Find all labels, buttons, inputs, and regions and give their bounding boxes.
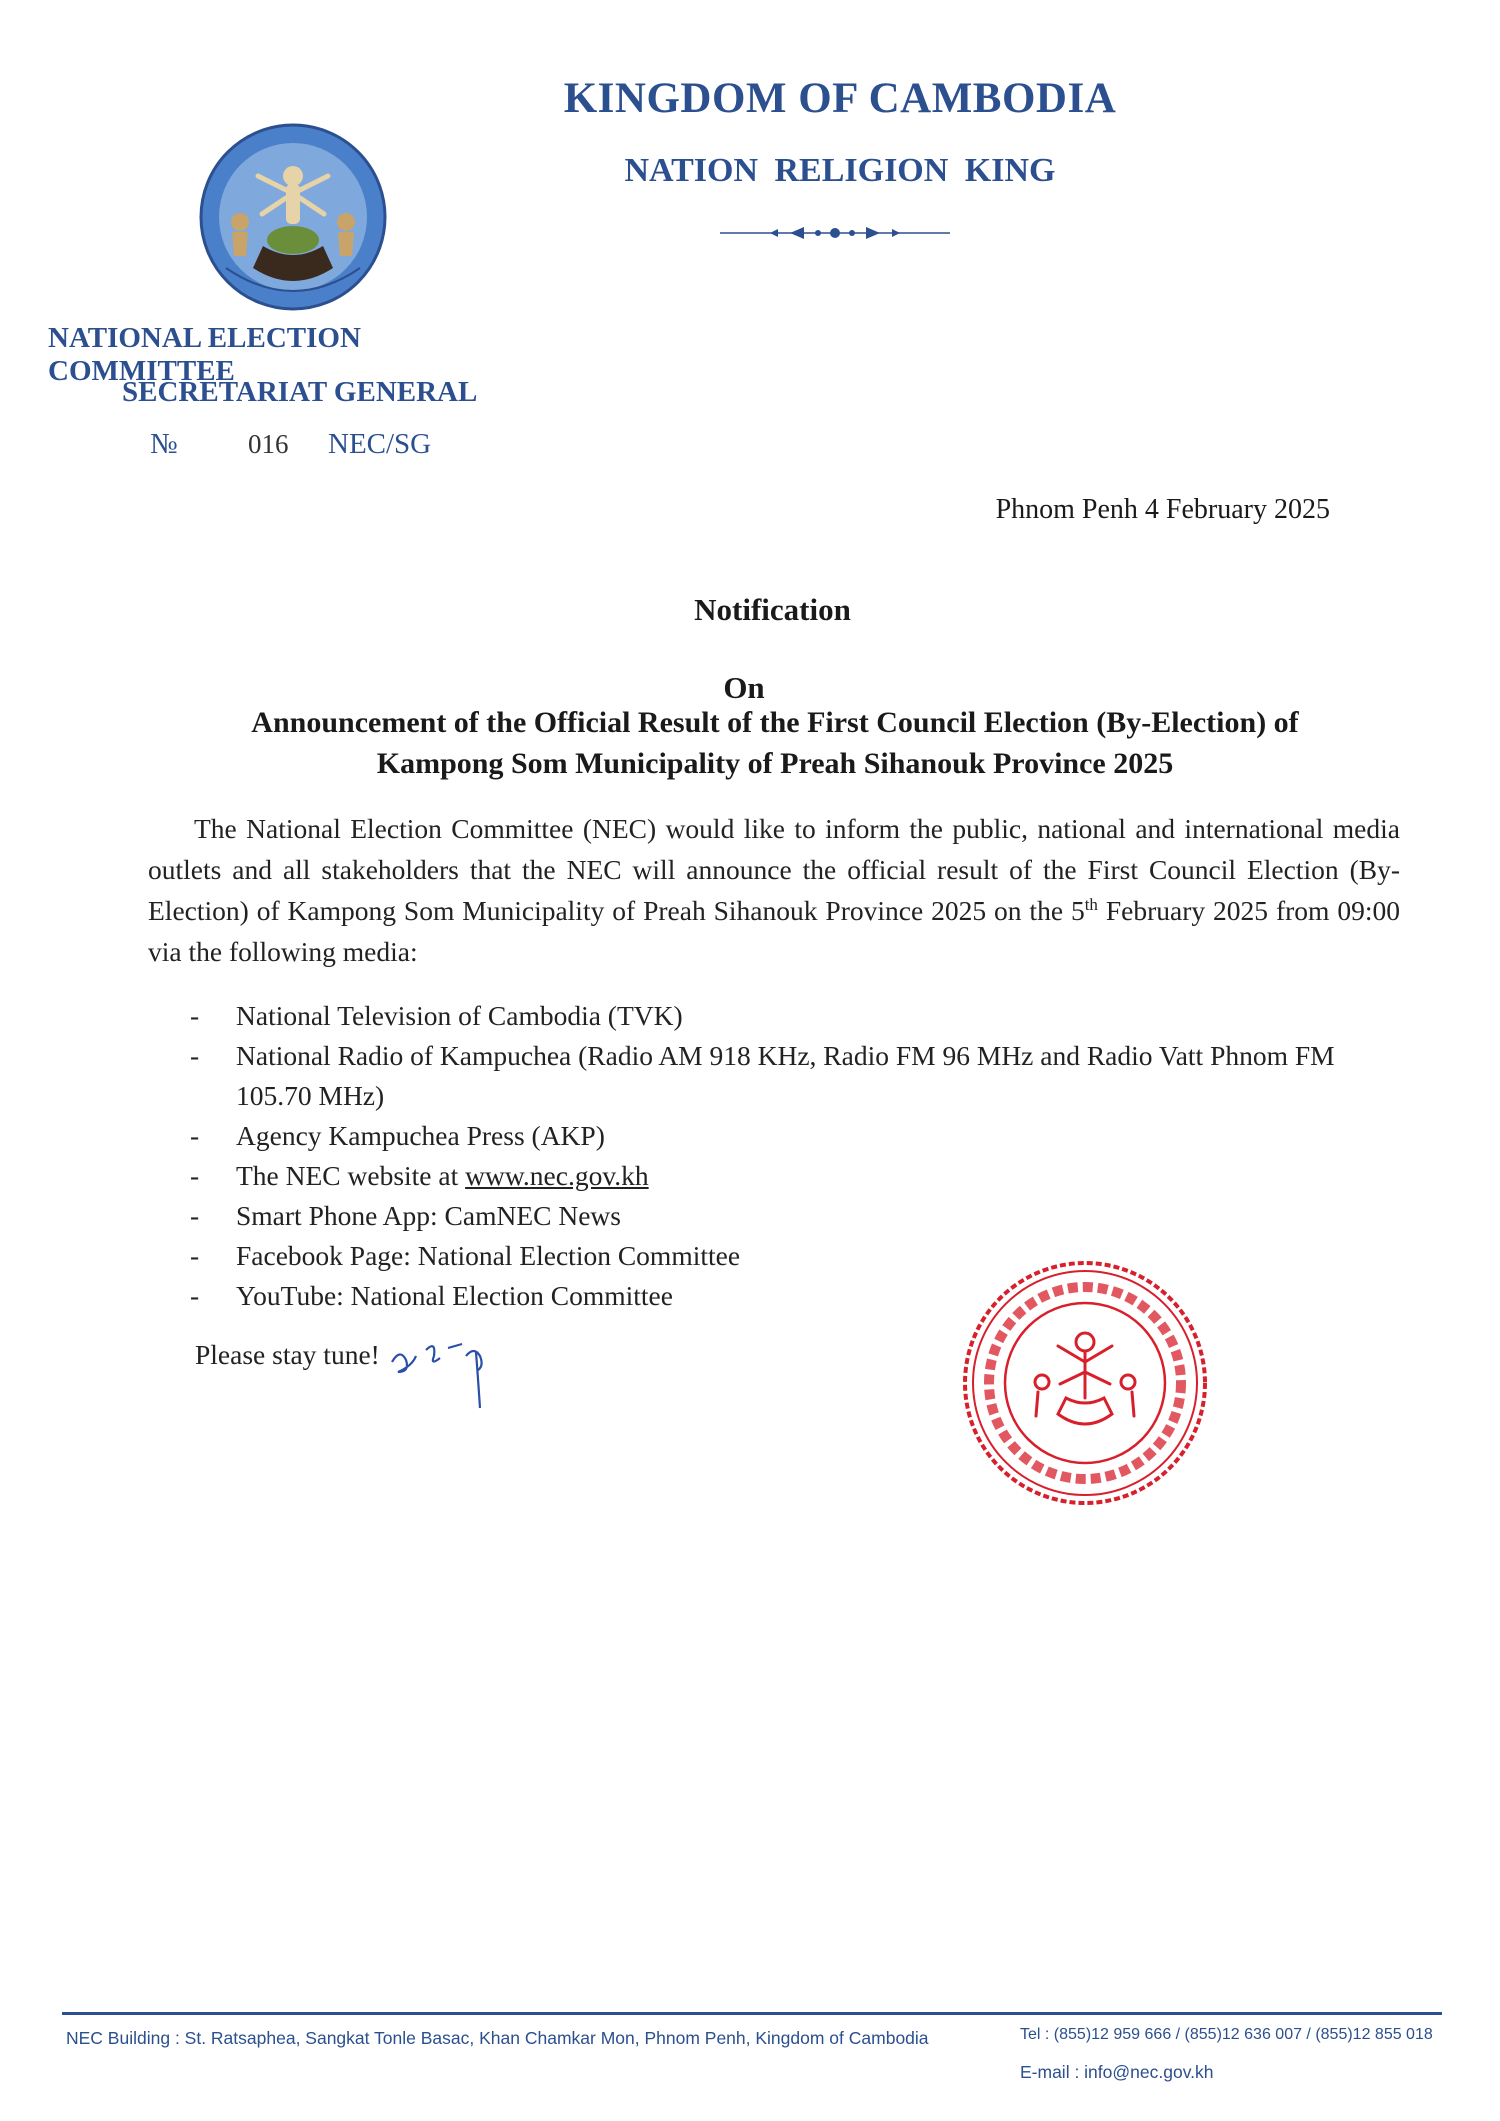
- ref-symbol: №: [150, 428, 178, 460]
- list-item: - Agency Kampuchea Press (AKP): [190, 1120, 605, 1151]
- kingdom-title: KINGDOM OF CAMBODIA: [563, 75, 1117, 122]
- body-paragraph: [148, 808, 1400, 972]
- ordinal-suffix: th: [1084, 894, 1098, 914]
- footer-email: E-mail : info@nec.gov.kh: [1020, 2062, 1214, 2082]
- nec-emblem-logo: [196, 118, 390, 316]
- footer-address: NEC Building : St. Ratsaphea, Sangkat Tonle Basac, Khan Chamkar Mon, Phnom Penh, Kingdom of Cambodia: [66, 2028, 929, 2048]
- notification-heading: Notification: [694, 592, 851, 627]
- ref-number: 016: [248, 429, 289, 459]
- list-item: - National Radio of Kampuchea (Radio AM 918 KHz, Radio FM 96 MHz and Radio Vatt Phnom FM 105.70 MHz): [190, 1040, 1335, 1111]
- handwritten-initials: [386, 1322, 496, 1412]
- subject-line-1: Announcement of the Official Result of the First Council Election (By-Election) of: [251, 706, 1299, 739]
- closing-line: Please stay tune!: [195, 1339, 380, 1370]
- on-heading: On: [723, 670, 765, 705]
- ornament-divider: [720, 222, 950, 244]
- list-item: - Facebook Page: National Election Committee: [190, 1240, 741, 1271]
- nec-website-link[interactable]: www.nec.gov.kh: [465, 1160, 649, 1191]
- official-seal-stamp: [960, 1258, 1210, 1508]
- organization-name: NATIONAL ELECTION COMMITTEE: [48, 322, 361, 387]
- media-list: [190, 996, 1410, 1316]
- paragraph-text: The National Election Committee (NEC) would like to inform the public, national and international media outlets and all stakeholders that the NEC will announce the official result of the First Council Election (By-Election) of Kampong Som Municipality of Preah Sihanouk Province 2025 on the 5: [148, 813, 1400, 926]
- subject-heading: [140, 702, 1410, 784]
- subject-line-2: Kampong Som Municipality of Preah Sihanouk Province 2025: [376, 747, 1174, 780]
- ref-code: NEC/SG: [328, 428, 432, 460]
- list-item: - Smart Phone App: CamNEC News: [190, 1200, 621, 1231]
- footer-phone: Tel : (855)12 959 666 / (855)12 636 007 / (855)12 855 018: [1020, 2026, 1433, 2043]
- reference-number: [150, 428, 550, 461]
- department-name: SECRETARIAT GENERAL: [122, 376, 478, 408]
- list-item: - YouTube: National Election Committee: [190, 1280, 673, 1311]
- list-item: - National Television of Cambodia (TVK): [190, 1000, 683, 1031]
- date-line: Phnom Penh 4 February 2025: [995, 494, 1330, 525]
- national-motto: NATION RELIGION KING: [624, 152, 1056, 189]
- footer-divider: [62, 2012, 1442, 2015]
- list-item: - The NEC website at www.nec.gov.kh: [190, 1160, 649, 1191]
- paragraph-text-end: February 2025 from 09:00 via the following media:: [148, 895, 1400, 967]
